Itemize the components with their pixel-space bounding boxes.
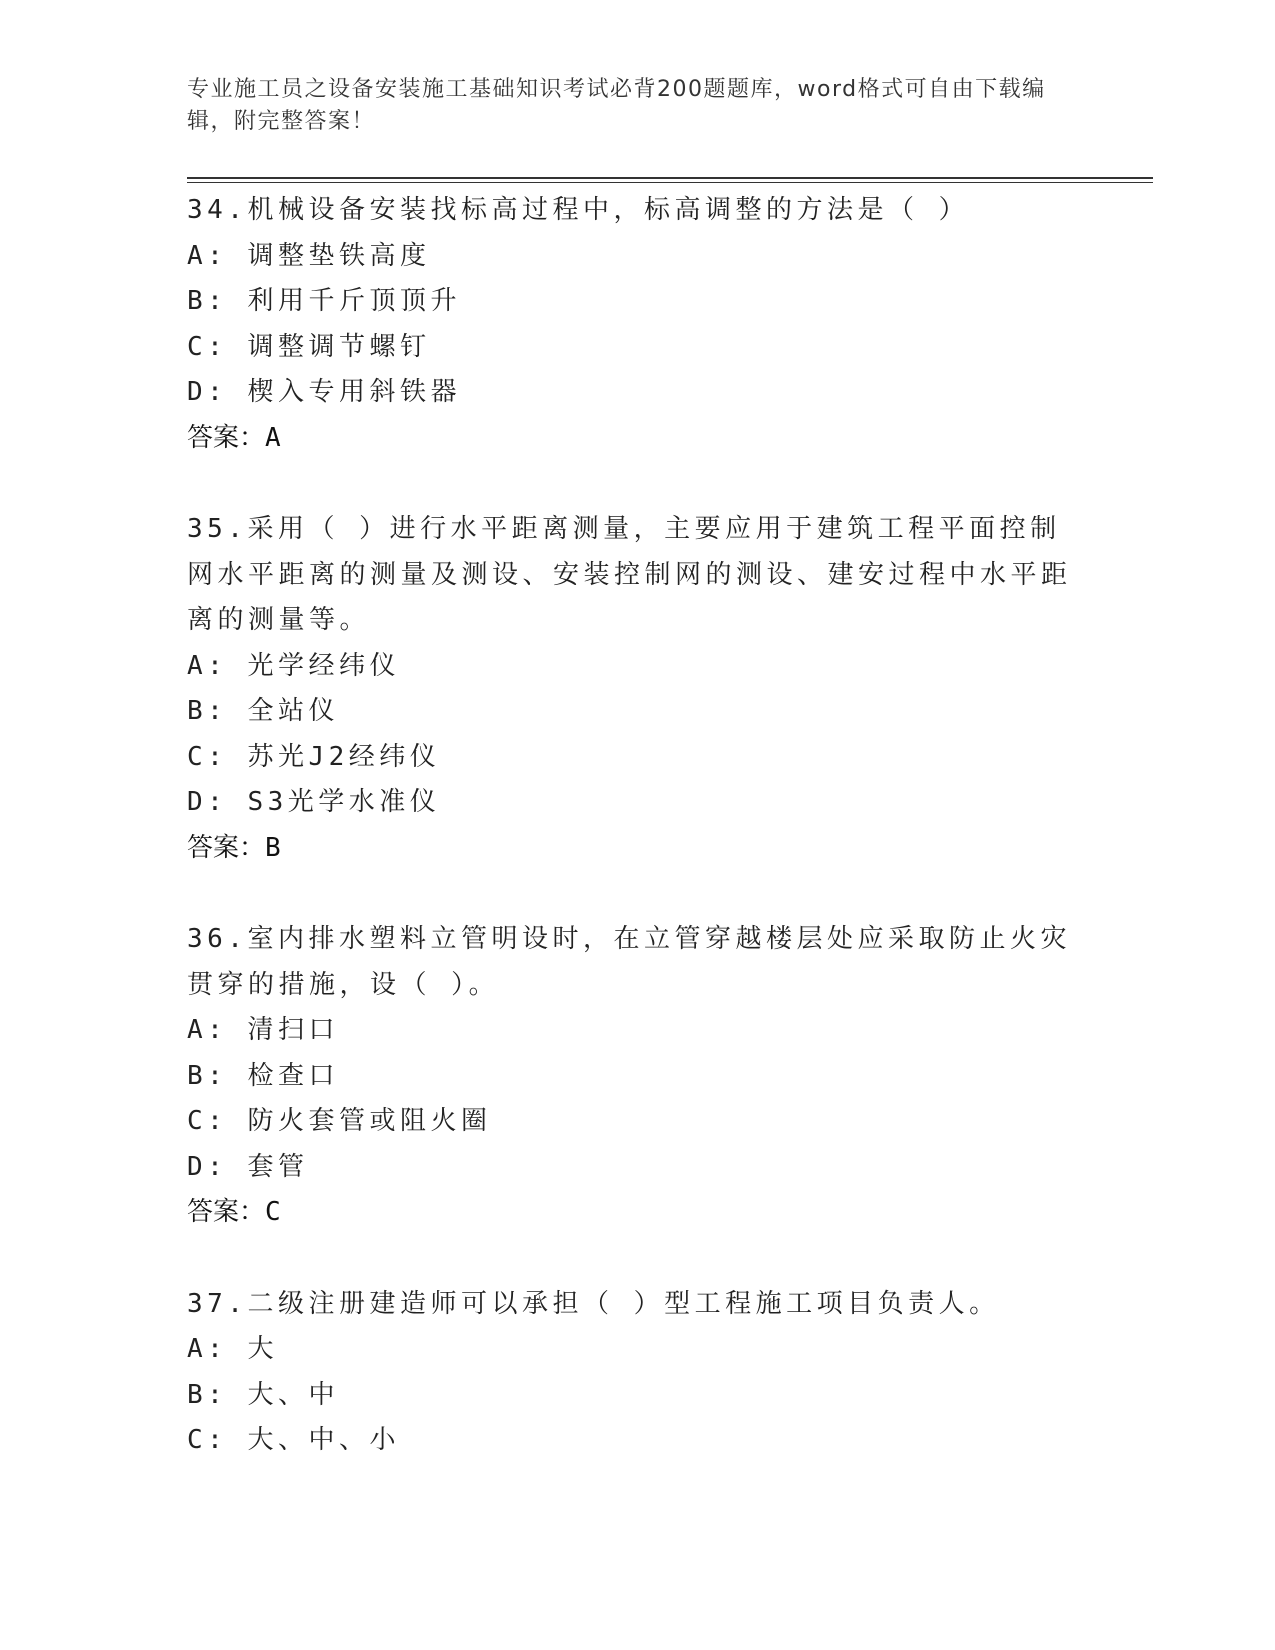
option-d: D: 楔入专用斜铁器 [187,377,461,407]
option-a: A: 清扫口 [187,1015,339,1045]
question-text: 35.采用（ ）进行水平距离测量，主要应用于建筑工程平面控制网水平距离的测量及测设、安装控制网的测设、建安过程中水平距离的测量等。 [187,514,1072,635]
option-a: A: 光学经纬仪 [187,650,400,681]
question-37 [187,1282,1087,1464]
question-34 [187,188,1087,461]
option-b: B: 检查口 [187,1060,339,1091]
question-text: 36.室内排水塑料立管明设时，在立管穿越楼层处应采取防止火灾贯穿的措施，设（ ）。 [187,924,1071,1000]
option-c: C: 苏光J2经纬仪 [187,741,441,772]
answer-value: A [265,422,281,453]
option-b: B: 全站仪 [187,696,339,726]
question-35 [187,507,1087,871]
answer-line [187,1190,1087,1236]
option-d: D: 套管 [187,1151,309,1182]
question-36 [187,917,1087,1236]
answer-line [187,826,1087,872]
question-text: 37.二级注册建造师可以承担（ ）型工程施工项目负责人。 [187,1288,1000,1319]
answer-label: 答案： [187,422,266,453]
option-b: B: 大、中 [187,1379,339,1410]
option-a: A: 调整垫铁高度 [187,240,431,271]
answer-line [187,416,1087,462]
option-c: C: 防火套管或阻火圈 [187,1106,492,1136]
header-divider [187,177,1153,179]
option-c: C: 大、中、小 [187,1425,400,1455]
answer-label: 答案： [187,832,266,863]
option-a: A: 大 [187,1334,278,1364]
question-list [187,188,1087,1510]
option-b: B: 利用千斤顶顶升 [187,286,461,316]
answer-label: 答案： [187,1197,266,1227]
answer-value: C [265,1197,281,1227]
question-text: 34.机械设备安装找标高过程中，标高调整的方法是（ ） [187,195,970,225]
option-c: C: 调整调节螺钉 [187,331,431,362]
document-header: 专业施工员之设备安装施工基础知识考试必背200题题库，word格式可自由下载编辑，附完整答案！ [187,77,1046,134]
answer-value: B [265,832,281,863]
option-d: D: S3光学水准仪 [187,787,441,817]
header-divider-thin [187,182,1153,183]
